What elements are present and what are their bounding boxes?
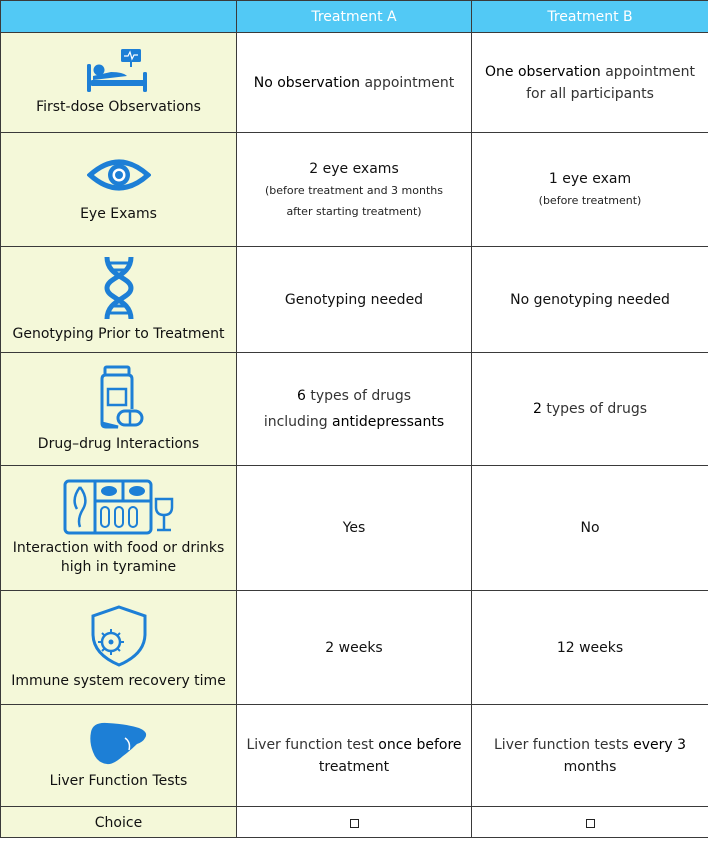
treatment-b-cell [472,353,708,466]
row-label-cell [1,33,237,133]
emphasis-text: 2 [532,401,542,417]
food-tray-wine-icon [63,479,175,535]
row-label: First-dose Observations [36,99,201,115]
row-label-cell [1,466,237,591]
treatment-b-choice-cell [472,807,708,838]
value-text: 2 eye exams [309,160,399,177]
treatment-b-cell [472,33,708,133]
value-text: months [563,758,617,775]
treatment-a-cell [237,247,472,353]
note-text: (before treatment) [538,194,642,207]
row-label: Genotyping Prior to Treatment [12,326,225,342]
table-row-liver-tests [1,705,708,807]
treatment-a-choice-cell [237,807,472,838]
note-text: after starting treatment) [286,204,422,218]
treatment-b-cell [472,591,708,705]
table-row-first-dose [1,33,708,133]
emphasis-text: One observation [485,63,601,80]
treatment-b-cell [472,466,708,591]
table-row-drug-interactions [1,353,708,466]
row-label-cell [1,807,237,838]
value-text: No genotyping needed [510,291,670,308]
choice-label: Choice [94,814,143,831]
emphasis-text: antidepressants [332,414,445,430]
emphasis-text: No observation [253,74,361,91]
value-text: No [580,520,600,536]
treatment-b-cell [472,133,708,247]
row-label: Liver Function Tests [49,773,188,789]
row-label-cell [1,705,237,807]
value-text: 1 eye exam [548,171,632,187]
value-text: for all participants [526,85,654,102]
dna-icon [99,255,139,321]
treatment-a-cell [237,466,472,591]
value-text: including [263,414,333,430]
row-label: Immune system recovery time [11,673,226,689]
row-label: Drug–drug Interactions [37,435,200,452]
treatment-a-cell [237,353,472,466]
value-text: Genotyping needed [284,291,424,308]
value-text: types of drugs [305,388,412,404]
header-treatment-b: Treatment B [472,1,708,33]
value-text: treatment [318,758,390,775]
treatment-a-cell [237,591,472,705]
value-text: 2 weeks [325,639,383,656]
emphasis-text: every 3 [633,736,686,753]
value-text: Liver function test [246,736,379,753]
row-label-cell [1,247,237,353]
row-label-cell [1,353,237,466]
liver-icon [87,720,151,768]
hospital-bed-monitor-icon [85,48,153,94]
table-row-eye-exams [1,133,708,247]
value-text: Liver function tests [494,736,634,753]
row-label-cell [1,591,237,705]
row-label: Eye Exams [80,206,157,222]
note-text: (before treatment and 3 months [265,183,443,197]
row-label-cell [1,133,237,247]
emphasis-text: once before [378,736,462,753]
table-row-choice [1,807,708,838]
table-row-immune-recovery [1,591,708,705]
header-treatment-a: Treatment A [237,1,472,33]
immune-shield-virus-icon [87,604,151,668]
treatment-a-cell [237,33,472,133]
value-text: Yes [342,520,366,536]
table-row-food-interaction [1,466,708,591]
treatment-b-cell [472,705,708,807]
value-text: types of drugs [541,401,648,417]
treatment-a-cell [237,705,472,807]
eye-icon [87,155,151,195]
treatment-b-checkbox[interactable] [586,819,595,828]
value-text: 12 weeks [556,639,624,656]
header-corner-cell [1,1,237,33]
table-row-genotyping [1,247,708,353]
pill-bottle-icon [94,365,144,431]
treatment-b-cell [472,247,708,353]
row-label: high in tyramine [60,559,177,575]
header-row [1,1,708,33]
treatment-a-cell [237,133,472,247]
value-text: appointment [600,63,695,80]
emphasis-text: 6 [296,388,306,404]
row-label: Interaction with food or drinks [12,540,225,556]
value-text: appointment [360,74,455,91]
treatment-a-checkbox[interactable] [350,819,359,828]
